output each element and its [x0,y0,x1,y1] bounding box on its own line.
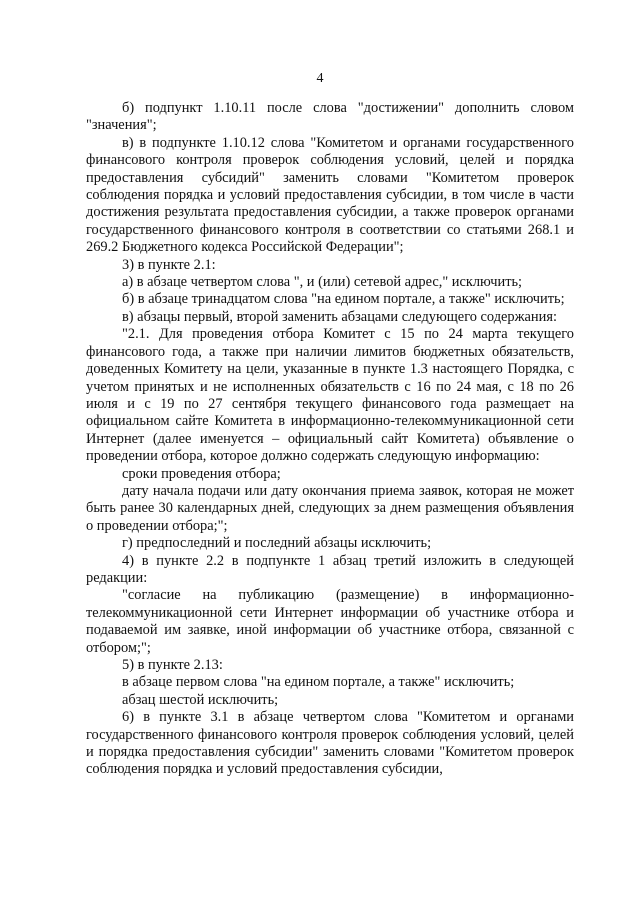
paragraph: 3) в пункте 2.1: [122,256,216,273]
paragraph: а) в абзаце четвертом слова ", и (или) сетевой адрес," исключить; [122,274,523,291]
page-number: 4 [316,71,324,86]
paragraph: г) предпоследний и последний абзацы исключить; [122,535,432,552]
paragraph: в) в подпункте 1.10.12 слова "Комитетом и органами государственного финансового контроля проверок соблюдения условий, целей и порядка предоставления субсидий" заменить словами "Комитетом проверок соблюдения порядка и условий предоставления субсидии, в том числе в части достижения результата предоставления субсидии, а также проверок органами государственного финансового контроля в соответствии со статьями 268.1 и 269.2 Бюджетного кодекса Российской Федерации"; [86,134,574,256]
paragraph: б) подпункт 1.10.11 после слова "достижении" дополнить словом "значения"; [86,100,574,134]
paragraph: в абзаце первом слова "на едином портале, а также" исключить; [122,674,515,691]
paragraph: сроки проведения отбора; [122,465,281,482]
paragraph: б) в абзаце тринадцатом слова "на едином портале, а также" исключить; [122,291,565,308]
paragraph: абзац шестой исключить; [122,691,279,708]
paragraph: дату начала подачи или дату окончания приема заявок, которая не может быть ранее 30 календарных дней, следующих за днем размещения объявления о проведении отбора;"; [86,482,574,534]
paragraph: 6) в пункте 3.1 в абзаце четвертом слова "Комитетом и органами государственного финансового контроля проверок соблюдения условий, целей и порядка предоставления субсидии" заменить словами "Комитетом проверок соблюдения порядка и условий предоставления субсидии, [86,709,574,778]
paragraph: "2.1. Для проведения отбора Комитет с 15 по 24 марта текущего финансового года, а также при наличии лимитов бюджетных обязательств, доведенных Комитету на цели, указанные в пункте 1.3 настоящего Порядка, с учетом принятых и не исполненных обязательств с 16 по 24 мая, с 18 по 26 июля и с 19 по 27 сентября текущего финансового года размещает на официальном сайте Комитета в информационно-телекоммуникационной сети Интернет (далее именуется – официальный сайт Комитета) объявление о проведении отбора, которое должно содержать следующую информацию: [86,326,574,465]
paragraph: в) абзацы первый, второй заменить абзацами следующего содержания: [122,308,557,325]
document-body [86,100,574,779]
paragraph: 4) в пункте 2.2 в подпункте 1 абзац третий изложить в следующей редакции: [86,552,574,586]
paragraph: "согласие на публикацию (размещение) в информационно-телекоммуникационной сети Интернет информации об участнике отбора и подаваемой им заявке, иной информации об участнике отбора, связанной с отбором;"; [86,587,574,656]
paragraph: 5) в пункте 2.13: [122,657,223,673]
